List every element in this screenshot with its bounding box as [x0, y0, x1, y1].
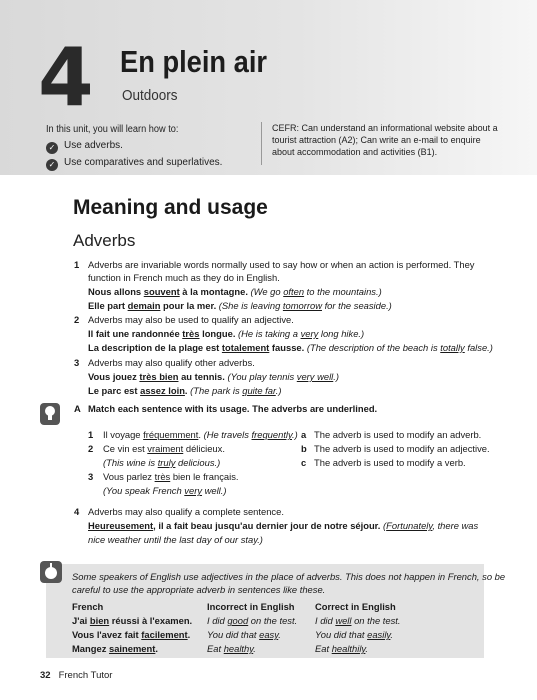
- table-cell: You did that easy.: [207, 629, 281, 640]
- check-icon: ✓: [46, 142, 58, 154]
- table-cell: J'ai bien réussi à l'examen.: [72, 615, 193, 626]
- table-header: Incorrect in English: [207, 601, 295, 612]
- learn-item: ✓ Use adverbs.: [46, 140, 123, 154]
- subsection-title: Adverbs: [73, 231, 136, 250]
- example-line: Le parc est assez loin. (The park is quite far.): [88, 385, 282, 396]
- exercise-instruction: Match each sentence with its usage. The adverbs are underlined.: [88, 403, 378, 414]
- point-number: 2: [74, 314, 80, 325]
- point-number: 1: [74, 259, 80, 270]
- example-line: Nous allons souvent à la montagne. (We go often to the mountains.): [88, 286, 382, 297]
- option-letter: b: [301, 443, 307, 454]
- option-letter: c: [301, 457, 307, 468]
- point-number: 3: [74, 357, 80, 368]
- exercise-item: Il voyage fréquemment. (He travels frequently.): [103, 429, 298, 440]
- unit-number: 4: [38, 31, 92, 124]
- point-text: Adverbs may also qualify a complete sentence.: [88, 506, 284, 517]
- exercise-item-translation: (You speak French very well.): [103, 485, 227, 496]
- table-cell: You did that easily.: [315, 629, 394, 640]
- option-text: The adverb is used to modify a verb.: [314, 457, 466, 468]
- exercise-item: Ce vin est vraiment délicieux.: [103, 443, 225, 454]
- note-text: Some speakers of English use adjectives in the place of adverbs. This does not happen in French, so be: [72, 571, 506, 582]
- apple-icon: [40, 561, 62, 583]
- page-footer: [40, 670, 112, 681]
- point-number: 4: [74, 506, 80, 517]
- option-text: The adverb is used to modify an adverb.: [314, 429, 482, 440]
- example-line: nice weather until the last day of our stay.): [88, 534, 263, 545]
- point-text: Adverbs are invariable words normally used to say how or when an action is performed. They: [88, 259, 475, 270]
- table-cell: Eat healthily.: [315, 643, 368, 654]
- table-header: Correct in English: [315, 601, 396, 612]
- option-text: The adverb is used to modify an adjective.: [314, 443, 490, 454]
- point-text: Adverbs may also be used to qualify an adjective.: [88, 314, 294, 325]
- table-cell: I did good on the test.: [207, 615, 298, 626]
- exercise-item: Vous parlez très bien le français.: [103, 471, 239, 482]
- book-title: French Tutor: [58, 670, 113, 681]
- unit-title: En plein air: [120, 44, 268, 79]
- table-header: French: [72, 601, 104, 612]
- unit-header: [0, 0, 537, 175]
- table-cell: Eat healthy.: [207, 643, 256, 654]
- cefr-text: CEFR: Can understand an informational website about a tourist attraction (A2); Can write an e-mail to enquire about accommodation and activities (B1).: [272, 123, 498, 157]
- learn-item: ✓ Use comparatives and superlatives.: [46, 157, 222, 171]
- point-text: function in French much as they do in English.: [88, 272, 280, 283]
- item-number: 2: [88, 443, 94, 454]
- table-cell: Vous l'avez fait facilement.: [72, 629, 191, 640]
- exercise-letter: A: [74, 403, 81, 414]
- table-cell: Mangez sainement.: [72, 643, 158, 654]
- check-icon: ✓: [46, 159, 58, 171]
- example-line: Vous jouez très bien au tennis. (You play tennis very well.): [88, 371, 339, 382]
- point-text: Adverbs may also qualify other adverbs.: [88, 357, 255, 368]
- example-line: Il fait une randonnée très longue. (He is taking a very long hike.): [88, 328, 365, 339]
- table-cell: I did well on the test.: [315, 615, 401, 626]
- example-line: Heureusement, il a fait beau jusqu'au dernier jour de notre séjour. (Fortunately, there was: [88, 520, 479, 531]
- divider: [261, 122, 262, 165]
- item-number: 1: [88, 429, 94, 440]
- section-title: Meaning and usage: [73, 196, 268, 219]
- page-number: 32: [40, 670, 51, 681]
- example-line: La description de la plage est totalement fausse. (The description of the beach is totally false.): [88, 342, 493, 353]
- example-line: Elle part demain pour la mer. (She is leaving tomorrow for the seaside.): [88, 300, 392, 311]
- unit-subtitle: Outdoors: [122, 87, 178, 104]
- option-letter: a: [301, 429, 307, 440]
- learn-intro: In this unit, you will learn how to:: [46, 124, 179, 135]
- note-text: careful to use the appropriate adverb in sentences like these.: [72, 584, 326, 595]
- item-number: 3: [88, 471, 94, 482]
- lightbulb-icon: [40, 403, 60, 425]
- exercise-item-translation: (This wine is truly delicious.): [103, 457, 221, 468]
